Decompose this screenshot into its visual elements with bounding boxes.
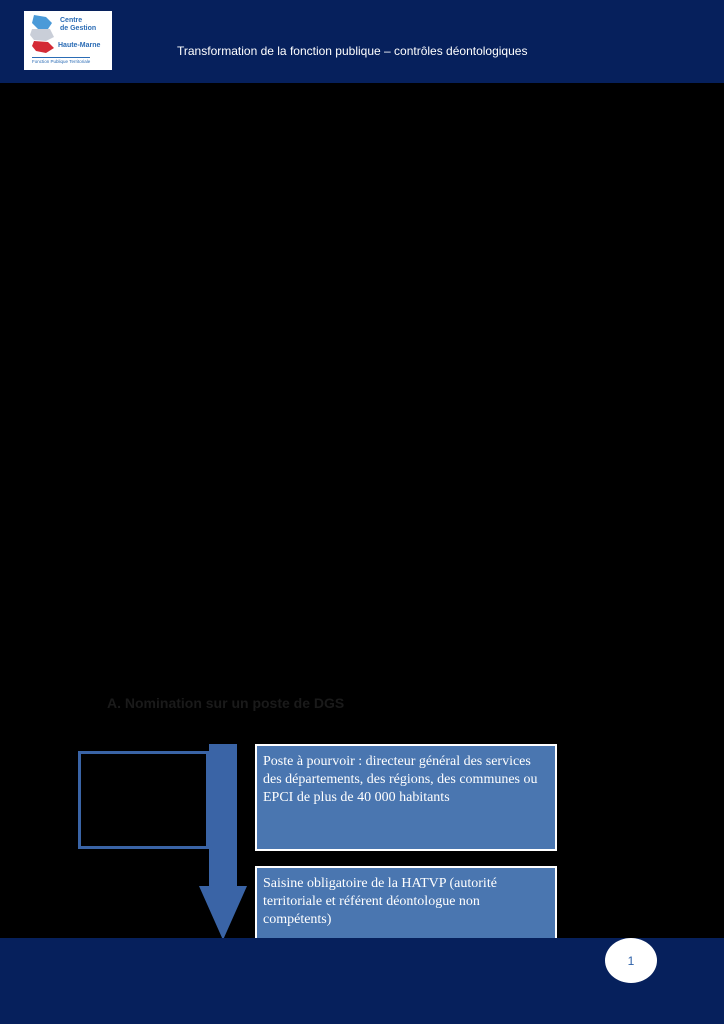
outline-box xyxy=(78,751,209,849)
logo-tagline: Fonction Publique Territoriale xyxy=(32,59,91,64)
flow-step-2: Saisine obligatoire de la HATVP (autorité territoriale et référent déontologue non compétents) xyxy=(255,866,557,940)
logo xyxy=(24,11,112,70)
page-header xyxy=(0,0,724,83)
down-arrow-icon xyxy=(197,744,249,940)
logo-region: Haute-Marne xyxy=(58,42,101,49)
document-title: Transformation de la fonction publique – contrôles déontologiques xyxy=(177,44,528,58)
section-heading: A. Nomination sur un poste de DGS xyxy=(107,695,345,711)
logo-name: Centre de Gestion xyxy=(60,17,97,32)
page-number: 1 xyxy=(605,938,657,983)
haute-marne-map-icon xyxy=(28,13,60,55)
flow-step-1: Poste à pourvoir : directeur général des services des départements, des régions, des communes ou EPCI de plus de 40 000 habitants xyxy=(255,744,557,851)
